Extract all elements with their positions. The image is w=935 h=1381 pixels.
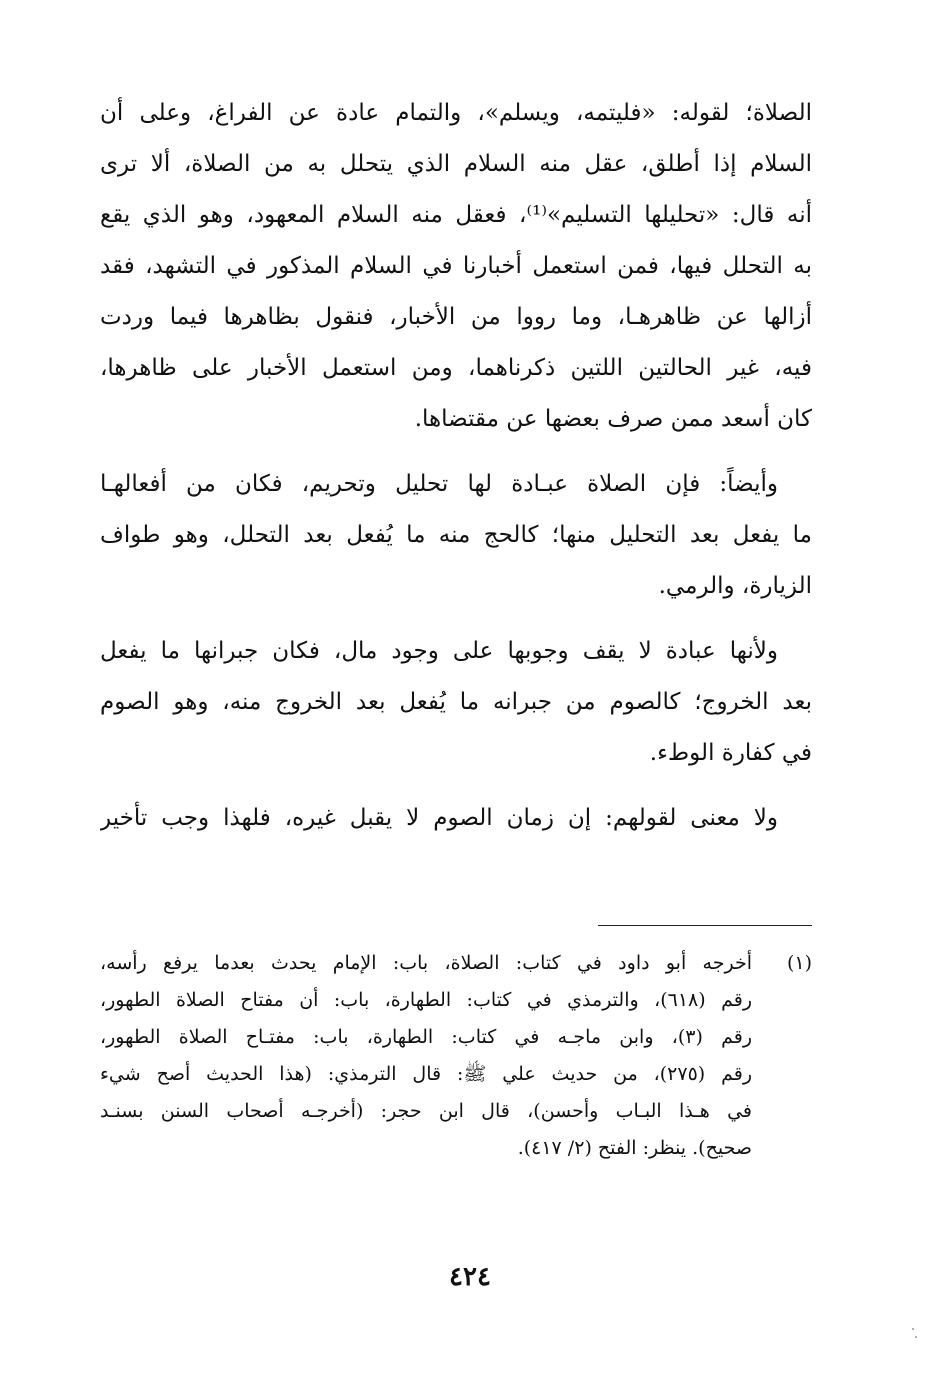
text-line: به التحلل فيها، فمن استعمل أخبارنا في السلام المذكور في التشهد، فقد xyxy=(100,253,812,279)
paragraph-1 xyxy=(100,88,812,445)
footnotes xyxy=(100,945,812,1167)
paragraph-2 xyxy=(100,459,812,612)
footnote-line: أخرجه أبو داود في كتاب: الصلاة، باب: الإمام يحدث بعدما يرفع رأسه، xyxy=(100,952,752,974)
text-line: ما يفعل بعد التحليل منها؛ كالحج منه ما يُفعل بعد التحلل، وهو طواف xyxy=(100,522,812,548)
text-line: وأيضاً: فإن الصلاة عبـادة لها تحليل وتحريم، فكان من أفعالهـا xyxy=(100,471,778,497)
text-line: ولا معنى لقولهم: إن زمان الصوم لا يقبل غيره، فلهذا وجب تأخير xyxy=(100,805,778,831)
footnote-separator xyxy=(598,925,812,926)
footnote-number: (١) xyxy=(786,952,812,974)
main-text xyxy=(100,88,812,858)
footnote-line: في هـذا البـاب وأحسن)، قال ابن حجر: (أخرجـه أصحاب السنن بسنـد xyxy=(100,1100,752,1122)
footnote-line: رقم (٦١٨)، والترمذي في كتاب: الطهارة، باب: أن مفتاح الصلاة الطهور، xyxy=(100,989,752,1011)
text-line: فيه، غير الحالتين اللتين ذكرناهما، ومن استعمل الأخبار على ظاهرها، xyxy=(100,355,812,381)
footnote-1 xyxy=(100,945,812,1167)
text-line: السلام إذا أطلق، عقل منه السلام الذي يتحلل به من الصلاة، ألا ترى xyxy=(100,151,812,177)
page-number: ٤٢٤ xyxy=(449,1262,491,1292)
text-line: الزيارة، والرمي. xyxy=(658,573,812,599)
footnote-line: رقم (٣)، وابن ماجـه في كتاب: الطهارة، باب: مفتـاح الصلاة الطهور، xyxy=(100,1026,752,1048)
text-line: أزالها عن ظاهرهـا، وما رووا من الأخبار، فنقول بظاهرها فيما وردت xyxy=(100,304,812,330)
paragraph-3 xyxy=(100,626,812,779)
text-line: في كفارة الوطء. xyxy=(649,740,812,766)
scan-speck xyxy=(915,1336,917,1338)
paragraph-4 xyxy=(100,793,812,844)
text-line: أنه قال: «تحليلها التسليم»⁽¹⁾، فعقل منه السلام المعهود، وهو الذي يقع xyxy=(100,202,812,228)
text-line: كان أسعد ممن صرف بعضها عن مقتضاها. xyxy=(414,406,812,432)
text-line: الصلاة؛ لقوله: «فليتمه، ويسلم»، والتمام عادة عن الفراغ، وعلى أن xyxy=(100,100,812,126)
text-line: بعد الخروج؛ كالصوم من جبرانه ما يُفعل بعد الخروج منه، وهو الصوم xyxy=(100,689,812,715)
footnote-line: رقم (٢٧٥)، من حديث علي ﷺ: قال الترمذي: (هذا الحديث أصح شيء xyxy=(100,1063,752,1085)
footnote-line: صحيح). ينظر: الفتح (٢/ ٤١٧). xyxy=(517,1137,752,1159)
text-line: ولأنها عبادة لا يقف وجوبها على وجود مال، فكان جبرانها ما يفعل xyxy=(100,638,778,664)
scan-speck xyxy=(912,1328,914,1330)
